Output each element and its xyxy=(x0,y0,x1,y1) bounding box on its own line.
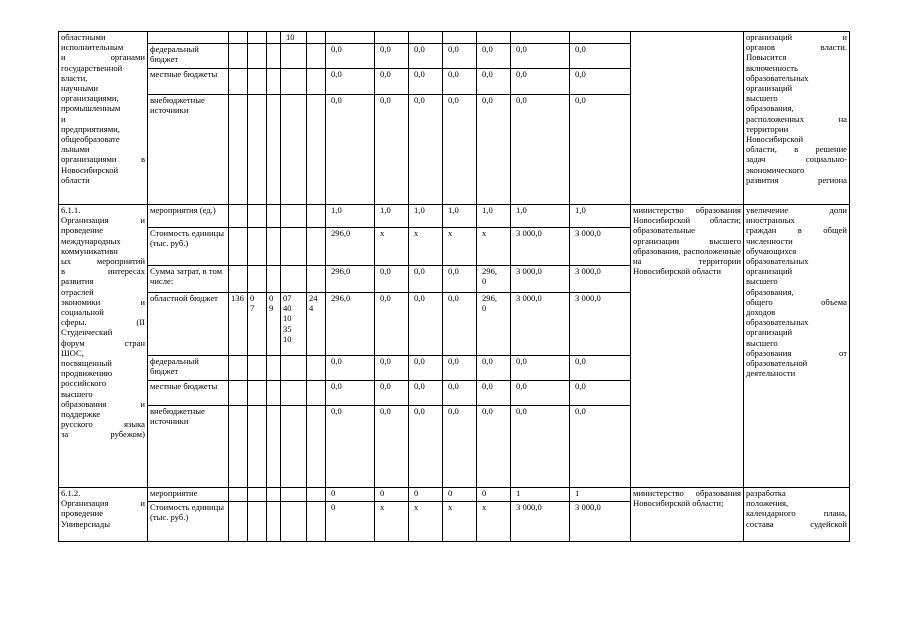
value-cell: 0,0 xyxy=(477,356,511,381)
budget-code-rz: 0 7 xyxy=(248,293,267,356)
budget-code-vr xyxy=(307,205,326,228)
budget-code-grbs xyxy=(229,44,248,69)
indicator-label: Стоимость единицы (тыс. руб.) xyxy=(148,502,229,542)
value-cell: 3 000,0 xyxy=(570,502,631,542)
result-cell xyxy=(744,488,850,542)
value-cell: 0,0 xyxy=(570,356,631,381)
indicator-label: местные бюджеты xyxy=(148,381,229,406)
table-cell xyxy=(443,32,477,44)
value-cell: 0,0 xyxy=(326,44,375,69)
value-cell: 1,0 xyxy=(326,205,375,228)
value-cell: x xyxy=(409,502,443,542)
table-cell xyxy=(229,32,248,44)
text-line: российского xyxy=(61,378,107,389)
text-line: общеобразовате xyxy=(61,134,120,145)
budget-code-rz xyxy=(248,502,267,542)
indicator-label: областной бюджет xyxy=(148,293,229,356)
budget-code-rz xyxy=(248,406,267,488)
value-cell: 0,0 xyxy=(375,95,409,205)
table-cell xyxy=(375,32,409,44)
table-cell xyxy=(248,32,267,44)
budget-code-vr: 24 4 xyxy=(307,293,326,356)
event-name-cell xyxy=(59,205,148,488)
text-line: Новосибирской xyxy=(746,134,804,145)
text-line: русского языка xyxy=(61,419,145,430)
budget-code-grbs xyxy=(229,502,248,542)
budget-code-grbs xyxy=(229,95,248,205)
executor-cell: министерство образования Новосибирской области; образовательные организации высшего образования, расположенные на территории Новосибирской области xyxy=(631,205,744,488)
text-line: посвященный xyxy=(61,358,112,369)
value-cell: 0,0 xyxy=(477,69,511,95)
value-cell: 0,0 xyxy=(409,69,443,95)
budget-code-pr xyxy=(267,205,281,228)
value-cell: 0,0 xyxy=(511,44,570,69)
value-cell: 0,0 xyxy=(409,406,443,488)
table-cell xyxy=(511,32,570,44)
value-cell: 0,0 xyxy=(375,44,409,69)
text-line: положения, xyxy=(746,498,789,509)
value-cell: 0,0 xyxy=(375,69,409,95)
value-cell: 0,0 xyxy=(477,44,511,69)
budget-code-grbs xyxy=(229,228,248,266)
text-line: образовательной xyxy=(746,358,808,369)
text-line: и органами xyxy=(61,52,145,63)
budget-code-grbs xyxy=(229,205,248,228)
value-cell: 0,0 xyxy=(443,293,477,356)
text-line: коммуникативн xyxy=(61,245,118,256)
budget-code-pr xyxy=(267,502,281,542)
text-line: ШОС, xyxy=(61,347,84,358)
budget-code-csr xyxy=(281,205,307,228)
value-cell: 0,0 xyxy=(409,95,443,205)
indicator-label: мероприятия (ед.) xyxy=(148,205,229,228)
text-line: поддержке xyxy=(61,409,101,420)
text-line: состава судейской xyxy=(746,518,847,529)
text-line: иностранных xyxy=(746,215,795,226)
budget-code-pr: 0 9 xyxy=(267,293,281,356)
indicator-label: местные бюджеты xyxy=(148,69,229,95)
value-cell: x xyxy=(443,502,477,542)
budget-code-vr xyxy=(307,266,326,293)
text-line: экономического xyxy=(746,164,805,175)
indicator-label: федеральный бюджет xyxy=(148,356,229,381)
event-name-cell xyxy=(59,32,148,205)
text-line: области xyxy=(61,174,90,185)
table-cell xyxy=(148,32,229,44)
text-line: организаций xyxy=(746,266,793,277)
value-cell: 0,0 xyxy=(375,381,409,406)
text-line: Студенческий xyxy=(61,327,113,338)
text-line: Повысится xyxy=(746,52,787,63)
value-cell: 0,0 xyxy=(570,406,631,488)
value-cell: 0,0 xyxy=(443,406,477,488)
value-cell: 1,0 xyxy=(477,205,511,228)
value-cell: 0,0 xyxy=(443,69,477,95)
text-line: обучающихся xyxy=(746,245,797,256)
budget-code-pr xyxy=(267,406,281,488)
value-cell: 1,0 xyxy=(570,205,631,228)
text-line: общего объема xyxy=(746,296,847,307)
value-cell: 0,0 xyxy=(443,44,477,69)
text-line: за рубежом) xyxy=(61,429,145,440)
indicator-label: Стоимость единицы (тыс. руб.) xyxy=(148,228,229,266)
value-cell: 0,0 xyxy=(511,381,570,406)
value-cell: 0,0 xyxy=(443,381,477,406)
text-line: образования, xyxy=(746,103,794,114)
text-line: организаций xyxy=(746,83,793,94)
text-line: социальной xyxy=(61,307,104,318)
budget-code-pr xyxy=(267,228,281,266)
value-cell: x xyxy=(375,228,409,266)
text-line: увеличение доли xyxy=(746,205,847,215)
value-cell: x xyxy=(477,502,511,542)
text-line: образовательных xyxy=(746,317,809,328)
budget-code-csr xyxy=(281,381,307,406)
budget-code-pr xyxy=(267,488,281,502)
budget-code-vr xyxy=(307,356,326,381)
value-cell: 3 000,0 xyxy=(570,228,631,266)
budget-code-csr xyxy=(281,488,307,502)
text-line: и xyxy=(61,113,66,124)
budget-code-csr xyxy=(281,95,307,205)
budget-code-vr xyxy=(307,488,326,502)
budget-code-pr xyxy=(267,44,281,69)
text-line: численности xyxy=(746,235,793,246)
text-line: органов власти. xyxy=(746,42,847,53)
text-line: Новосибирской xyxy=(61,164,119,175)
text-line: продвижению xyxy=(61,368,113,379)
value-cell: 296,0 xyxy=(326,228,375,266)
value-cell: 0,0 xyxy=(511,406,570,488)
budget-code-rz xyxy=(248,69,267,95)
text-line: организациями в xyxy=(61,154,145,165)
value-cell: 0,0 xyxy=(570,381,631,406)
value-cell: 3 000,0 xyxy=(511,502,570,542)
value-cell: 0 xyxy=(409,488,443,502)
budget-code-grbs: 136 xyxy=(229,293,248,356)
value-cell: 0,0 xyxy=(511,69,570,95)
table-row xyxy=(59,205,850,228)
value-cell: 1,0 xyxy=(409,205,443,228)
text-line: форум стран xyxy=(61,337,145,348)
value-cell: 1,0 xyxy=(511,205,570,228)
text-line: экономики и xyxy=(61,296,145,307)
budget-code-csr: 07 40 10 35 10 xyxy=(281,293,307,356)
text-line: высшего xyxy=(746,337,778,348)
value-cell: 0,0 xyxy=(326,406,375,488)
budget-code-vr xyxy=(307,69,326,95)
budget-code-rz xyxy=(248,488,267,502)
budget-code-pr xyxy=(267,266,281,293)
indicator-label: мероприятие xyxy=(148,488,229,502)
value-cell: 0,0 xyxy=(375,406,409,488)
value-cell: 0,0 xyxy=(409,266,443,293)
budget-code-grbs xyxy=(229,488,248,502)
result-cell xyxy=(744,32,850,205)
text-line: проведение xyxy=(61,225,104,236)
value-cell: 3 000,0 xyxy=(511,266,570,293)
text-line: государственной xyxy=(61,62,123,73)
text-line: научными xyxy=(61,83,99,94)
text-line: граждан в общей xyxy=(746,225,847,236)
table-cell xyxy=(326,32,375,44)
budget-code-rz xyxy=(248,266,267,293)
value-cell: 0,0 xyxy=(375,293,409,356)
text-line: сферы. (II xyxy=(61,317,145,328)
value-cell: 0 xyxy=(477,488,511,502)
text-line: включенность xyxy=(746,62,798,73)
value-cell: 0,0 xyxy=(409,381,443,406)
indicator-label: федеральный бюджет xyxy=(148,44,229,69)
budget-code-pr xyxy=(267,69,281,95)
table-cell xyxy=(267,32,281,44)
value-cell: 3 000,0 xyxy=(511,228,570,266)
value-cell: 0,0 xyxy=(443,266,477,293)
table-cell xyxy=(307,32,326,44)
value-cell: 0,0 xyxy=(326,95,375,205)
text-line: высшего xyxy=(746,93,778,104)
text-line: льными xyxy=(61,144,90,155)
budget-code-rz xyxy=(248,95,267,205)
value-cell: 0 xyxy=(443,488,477,502)
text-line: организаций и xyxy=(746,32,847,42)
text-line: образования, xyxy=(746,286,794,297)
text-line: Организация и xyxy=(61,498,145,509)
budget-code-pr xyxy=(267,356,281,381)
value-cell: 0,0 xyxy=(409,356,443,381)
budget-code-vr xyxy=(307,95,326,205)
value-cell: 0,0 xyxy=(570,44,631,69)
value-cell: 0,0 xyxy=(511,356,570,381)
text-line: организациями, xyxy=(61,93,119,104)
value-cell: 0,0 xyxy=(409,44,443,69)
text-line: расположенных на xyxy=(746,113,847,124)
value-cell: 0,0 xyxy=(443,356,477,381)
value-cell: 0,0 xyxy=(511,95,570,205)
value-cell: 3 000,0 xyxy=(570,266,631,293)
budget-code-vr xyxy=(307,44,326,69)
text-line: деятельности xyxy=(746,368,796,379)
value-cell: 0,0 xyxy=(443,95,477,205)
budget-code-grbs xyxy=(229,381,248,406)
budget-code-rz xyxy=(248,356,267,381)
value-cell: x xyxy=(477,228,511,266)
text-line: календарного плана, xyxy=(746,508,847,519)
budget-code-vr xyxy=(307,406,326,488)
budget-code-pr xyxy=(267,381,281,406)
text-line: Организация и xyxy=(61,215,145,226)
table-cell xyxy=(570,32,631,44)
measures-table xyxy=(58,31,850,542)
value-cell: 0,0 xyxy=(477,381,511,406)
budget-code-vr xyxy=(307,228,326,266)
budget-code-grbs xyxy=(229,69,248,95)
value-cell: 296, 0 xyxy=(477,293,511,356)
event-name-cell xyxy=(59,488,148,542)
value-cell: 0,0 xyxy=(409,293,443,356)
executor-cell: министерство образования Новосибирской области; xyxy=(631,488,744,542)
value-cell: x xyxy=(443,228,477,266)
value-cell: 0,0 xyxy=(375,356,409,381)
budget-code-rz xyxy=(248,44,267,69)
budget-code-rz xyxy=(248,381,267,406)
value-cell: 0,0 xyxy=(326,69,375,95)
budget-code-csr xyxy=(281,266,307,293)
text-line: организаций xyxy=(746,327,793,338)
text-line: развития региона xyxy=(746,174,847,185)
budget-code-csr xyxy=(281,502,307,542)
value-cell: 0,0 xyxy=(477,95,511,205)
indicator-label: внебюджетные источники xyxy=(148,95,229,205)
text-line: доходов xyxy=(746,307,776,318)
value-cell: 0,0 xyxy=(570,95,631,205)
text-line: предприятиями, xyxy=(61,123,120,134)
text-line: отраслей xyxy=(61,286,94,297)
budget-code-csr xyxy=(281,228,307,266)
budget-code-vr xyxy=(307,502,326,542)
text-line: образовательных xyxy=(746,256,809,267)
text-line: промышленным xyxy=(61,103,121,114)
text-line: проведение xyxy=(61,508,104,519)
value-cell: 0 xyxy=(326,488,375,502)
value-cell: 1,0 xyxy=(375,205,409,228)
text-line: развития xyxy=(61,276,94,287)
table-row xyxy=(59,488,850,502)
value-cell: x xyxy=(375,502,409,542)
text-line: образования и xyxy=(61,398,145,409)
budget-code-vr xyxy=(307,381,326,406)
value-cell: 296,0 xyxy=(326,293,375,356)
value-cell: 0,0 xyxy=(326,356,375,381)
text-line: задач социально- xyxy=(746,154,847,165)
budget-code-pr xyxy=(267,95,281,205)
text-line: исполнительным xyxy=(61,42,124,53)
text-line: областными xyxy=(61,32,106,42)
indicator-label: Сумма затрат, в том числе: xyxy=(148,266,229,293)
value-cell: 0,0 xyxy=(326,381,375,406)
text-line: высшего xyxy=(61,388,93,399)
text-line: власти, xyxy=(61,72,88,83)
result-cell xyxy=(744,205,850,488)
text-line: области, в решение xyxy=(746,144,847,155)
event-code: 6.1.2. xyxy=(61,488,81,498)
value-cell: 0,0 xyxy=(477,406,511,488)
value-cell: 3 000,0 xyxy=(511,293,570,356)
budget-code-csr xyxy=(281,44,307,69)
text-line: образовательных xyxy=(746,72,809,83)
value-cell: 296, 0 xyxy=(477,266,511,293)
budget-code-grbs xyxy=(229,356,248,381)
value-cell: 0 xyxy=(375,488,409,502)
text-line: высшего xyxy=(746,276,778,287)
event-code: 6.1.1. xyxy=(61,205,81,215)
text-line: ых мероприятий xyxy=(61,256,145,267)
budget-code-csr xyxy=(281,406,307,488)
budget-code-rz xyxy=(248,205,267,228)
budget-code-grbs xyxy=(229,406,248,488)
text-line: международных xyxy=(61,235,121,246)
value-cell: 0,0 xyxy=(570,69,631,95)
executor-cell xyxy=(631,32,744,205)
value-cell: 0 xyxy=(326,502,375,542)
text-line: Универсиады xyxy=(61,518,111,529)
value-cell: 1 xyxy=(511,488,570,502)
value-cell: x xyxy=(409,228,443,266)
budget-code-rz xyxy=(248,228,267,266)
value-cell: 1,0 xyxy=(443,205,477,228)
table-cell xyxy=(409,32,443,44)
value-cell: 296,0 xyxy=(326,266,375,293)
budget-code-csr xyxy=(281,69,307,95)
text-line: в интересах xyxy=(61,266,145,277)
text-line: территории xyxy=(746,123,789,134)
budget-code-grbs xyxy=(229,266,248,293)
indicator-label: внебюджетные источники xyxy=(148,406,229,488)
text-line: образования от xyxy=(746,347,847,358)
table-row xyxy=(59,32,850,44)
table-cell xyxy=(477,32,511,44)
value-cell: 1 xyxy=(570,488,631,502)
text-line: разработка xyxy=(746,488,786,498)
budget-code-csr: 10 xyxy=(281,32,307,44)
value-cell: 0,0 xyxy=(375,266,409,293)
budget-code-csr xyxy=(281,356,307,381)
value-cell: 3 000,0 xyxy=(570,293,631,356)
